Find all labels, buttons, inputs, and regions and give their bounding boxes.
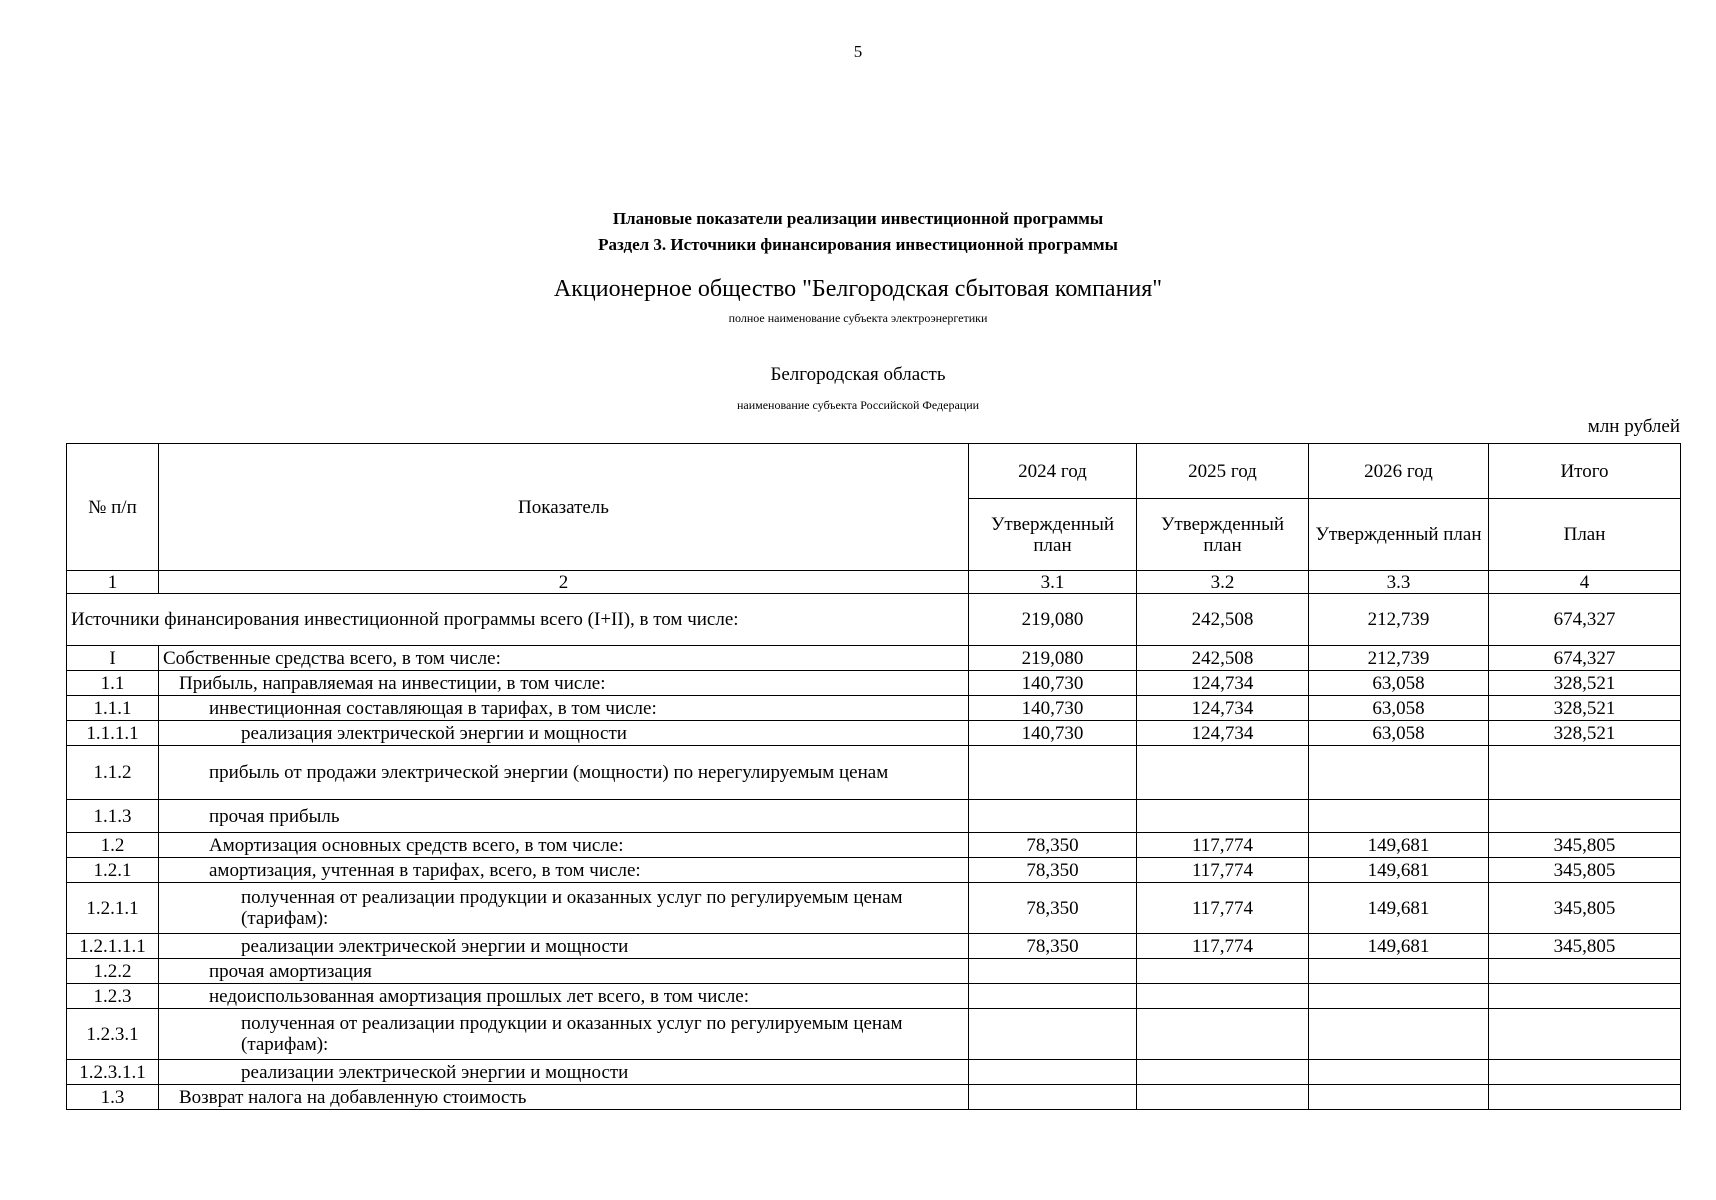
header-year-2026: 2026 год [1309, 444, 1489, 499]
title-line-2: Раздел 3. Источники финансирования инвестиционной программы [598, 235, 1118, 254]
table-row [67, 1060, 1681, 1085]
row-number: 1.1.1.1 [67, 721, 159, 746]
total-value-2024: 219,080 [969, 594, 1137, 646]
row-value [1489, 746, 1681, 800]
row-value [1309, 984, 1489, 1009]
header-year-2024: 2024 год [969, 444, 1137, 499]
row-value: 328,521 [1489, 721, 1681, 746]
total-value-2025: 242,508 [1137, 594, 1309, 646]
row-value [1137, 1085, 1309, 1110]
row-value: 345,805 [1489, 883, 1681, 934]
total-row [67, 594, 1681, 646]
unit-label: млн рублей [1587, 416, 1680, 437]
row-value [1489, 1009, 1681, 1060]
row-value: 78,350 [969, 883, 1137, 934]
organization-caption: полное наименование субъекта электроэнергетики [728, 311, 988, 325]
row-number: 1.2.1.1 [67, 883, 159, 934]
row-value: 212,739 [1309, 646, 1489, 671]
row-label: инвестиционная составляющая в тарифах, в том числе: [159, 696, 969, 721]
row-label: недоиспользованная амортизация прошлых лет всего, в том числе: [159, 984, 969, 1009]
row-value [1489, 800, 1681, 833]
row-value [1137, 1009, 1309, 1060]
header-sub-2026: Утвержденный план [1309, 499, 1489, 571]
table-row [67, 696, 1681, 721]
row-value: 63,058 [1309, 671, 1489, 696]
row-label: реализации электрической энергии и мощности [159, 1060, 969, 1085]
row-value: 140,730 [969, 721, 1137, 746]
row-label: полученная от реализации продукции и оказанных услуг по регулируемым ценам (тарифам): [159, 883, 969, 934]
table-row [67, 800, 1681, 833]
row-label: реализация электрической энергии и мощности [159, 721, 969, 746]
row-value [1137, 1060, 1309, 1085]
row-value: 242,508 [1137, 646, 1309, 671]
row-value: 345,805 [1489, 858, 1681, 883]
row-value: 63,058 [1309, 696, 1489, 721]
row-value [1309, 1085, 1489, 1110]
row-value [969, 800, 1137, 833]
row-value: 124,734 [1137, 671, 1309, 696]
row-number: 1.1.1 [67, 696, 159, 721]
row-value [969, 984, 1137, 1009]
row-value: 78,350 [969, 934, 1137, 959]
row-number: 1.1.3 [67, 800, 159, 833]
row-number: 1.1 [67, 671, 159, 696]
row-label: прочая амортизация [159, 959, 969, 984]
row-number: 1.2.3.1 [67, 1009, 159, 1060]
header-num: № п/п [67, 444, 159, 571]
row-number: 1.2.1.1.1 [67, 934, 159, 959]
region-caption: наименование субъекта Российской Федерации [736, 398, 980, 412]
table-row [67, 934, 1681, 959]
table-row [67, 883, 1681, 934]
row-value: 117,774 [1137, 934, 1309, 959]
table-row [67, 1009, 1681, 1060]
row-value: 674,327 [1489, 646, 1681, 671]
column-number: 1 [67, 571, 159, 594]
header-total: Итого [1489, 444, 1681, 499]
row-value: 149,681 [1309, 934, 1489, 959]
column-number: 3.1 [969, 571, 1137, 594]
row-value [1137, 984, 1309, 1009]
header-row-years [67, 444, 1681, 499]
column-number: 3.3 [1309, 571, 1489, 594]
organization-name: Акционерное общество "Белгородская сбытовая компания" [553, 276, 1163, 302]
row-label: Амортизация основных средств всего, в том числе: [159, 833, 969, 858]
row-number: 1.2.3.1.1 [67, 1060, 159, 1085]
row-value [1309, 746, 1489, 800]
column-number: 2 [159, 571, 969, 594]
row-number: I [67, 646, 159, 671]
row-value: 140,730 [969, 696, 1137, 721]
row-value [1137, 800, 1309, 833]
total-row-label: Источники финансирования инвестиционной программы всего (I+II), в том числе: [67, 594, 969, 646]
title-line-1: Плановые показатели реализации инвестиционной программы [612, 209, 1104, 228]
row-value [969, 746, 1137, 800]
row-value: 345,805 [1489, 833, 1681, 858]
table-row [67, 671, 1681, 696]
document-title [0, 206, 1716, 258]
row-value [969, 1060, 1137, 1085]
row-number: 1.2.2 [67, 959, 159, 984]
row-number: 1.2 [67, 833, 159, 858]
table-row [67, 833, 1681, 858]
row-value: 219,080 [969, 646, 1137, 671]
column-number-row [67, 571, 1681, 594]
row-value [1309, 959, 1489, 984]
header-sub-2024: Утвержденный план [969, 499, 1137, 571]
row-number: 1.2.3 [67, 984, 159, 1009]
row-value: 328,521 [1489, 671, 1681, 696]
row-value: 124,734 [1137, 721, 1309, 746]
row-value: 124,734 [1137, 696, 1309, 721]
row-value [1309, 800, 1489, 833]
row-value: 149,681 [1309, 883, 1489, 934]
row-label: реализации электрической энергии и мощности [159, 934, 969, 959]
page-number: 5 [853, 42, 863, 61]
table-row [67, 746, 1681, 800]
table-row [67, 858, 1681, 883]
row-value: 149,681 [1309, 858, 1489, 883]
row-value: 328,521 [1489, 696, 1681, 721]
row-value [1137, 959, 1309, 984]
row-value [1489, 1085, 1681, 1110]
row-value [1489, 1060, 1681, 1085]
region-name: Белгородская область [770, 364, 946, 385]
row-number: 1.3 [67, 1085, 159, 1110]
row-label: Возврат налога на добавленную стоимость [159, 1085, 969, 1110]
column-number: 4 [1489, 571, 1681, 594]
row-value: 63,058 [1309, 721, 1489, 746]
row-value: 117,774 [1137, 858, 1309, 883]
financing-sources-table [66, 443, 1681, 1110]
row-label: амортизация, учтенная в тарифах, всего, в том числе: [159, 858, 969, 883]
total-value-2026: 212,739 [1309, 594, 1489, 646]
table-row [67, 984, 1681, 1009]
row-number: 1.2.1 [67, 858, 159, 883]
row-number: 1.1.2 [67, 746, 159, 800]
header-sub-2025: Утвержденный план [1137, 499, 1309, 571]
row-value: 149,681 [1309, 833, 1489, 858]
row-value [969, 959, 1137, 984]
header-sub-total: План [1489, 499, 1681, 571]
row-value: 345,805 [1489, 934, 1681, 959]
row-value: 140,730 [969, 671, 1137, 696]
row-value: 78,350 [969, 858, 1137, 883]
row-value [1309, 1060, 1489, 1085]
table-row [67, 1085, 1681, 1110]
row-value: 117,774 [1137, 883, 1309, 934]
total-value-sum: 674,327 [1489, 594, 1681, 646]
row-label: прочая прибыль [159, 800, 969, 833]
row-value: 78,350 [969, 833, 1137, 858]
row-label: прибыль от продажи электрической энергии (мощности) по нерегулируемым ценам [159, 746, 969, 800]
row-value [1489, 984, 1681, 1009]
header-indicator: Показатель [159, 444, 969, 571]
row-value [1137, 746, 1309, 800]
row-value [1489, 959, 1681, 984]
row-label: Собственные средства всего, в том числе: [159, 646, 969, 671]
row-value [1309, 1009, 1489, 1060]
row-value [969, 1009, 1137, 1060]
row-value [969, 1085, 1137, 1110]
row-label: полученная от реализации продукции и оказанных услуг по регулируемым ценам (тарифам): [159, 1009, 969, 1060]
table-row [67, 721, 1681, 746]
table-row [67, 959, 1681, 984]
header-year-2025: 2025 год [1137, 444, 1309, 499]
row-value: 117,774 [1137, 833, 1309, 858]
column-number: 3.2 [1137, 571, 1309, 594]
table-row [67, 646, 1681, 671]
row-label: Прибыль, направляемая на инвестиции, в том числе: [159, 671, 969, 696]
